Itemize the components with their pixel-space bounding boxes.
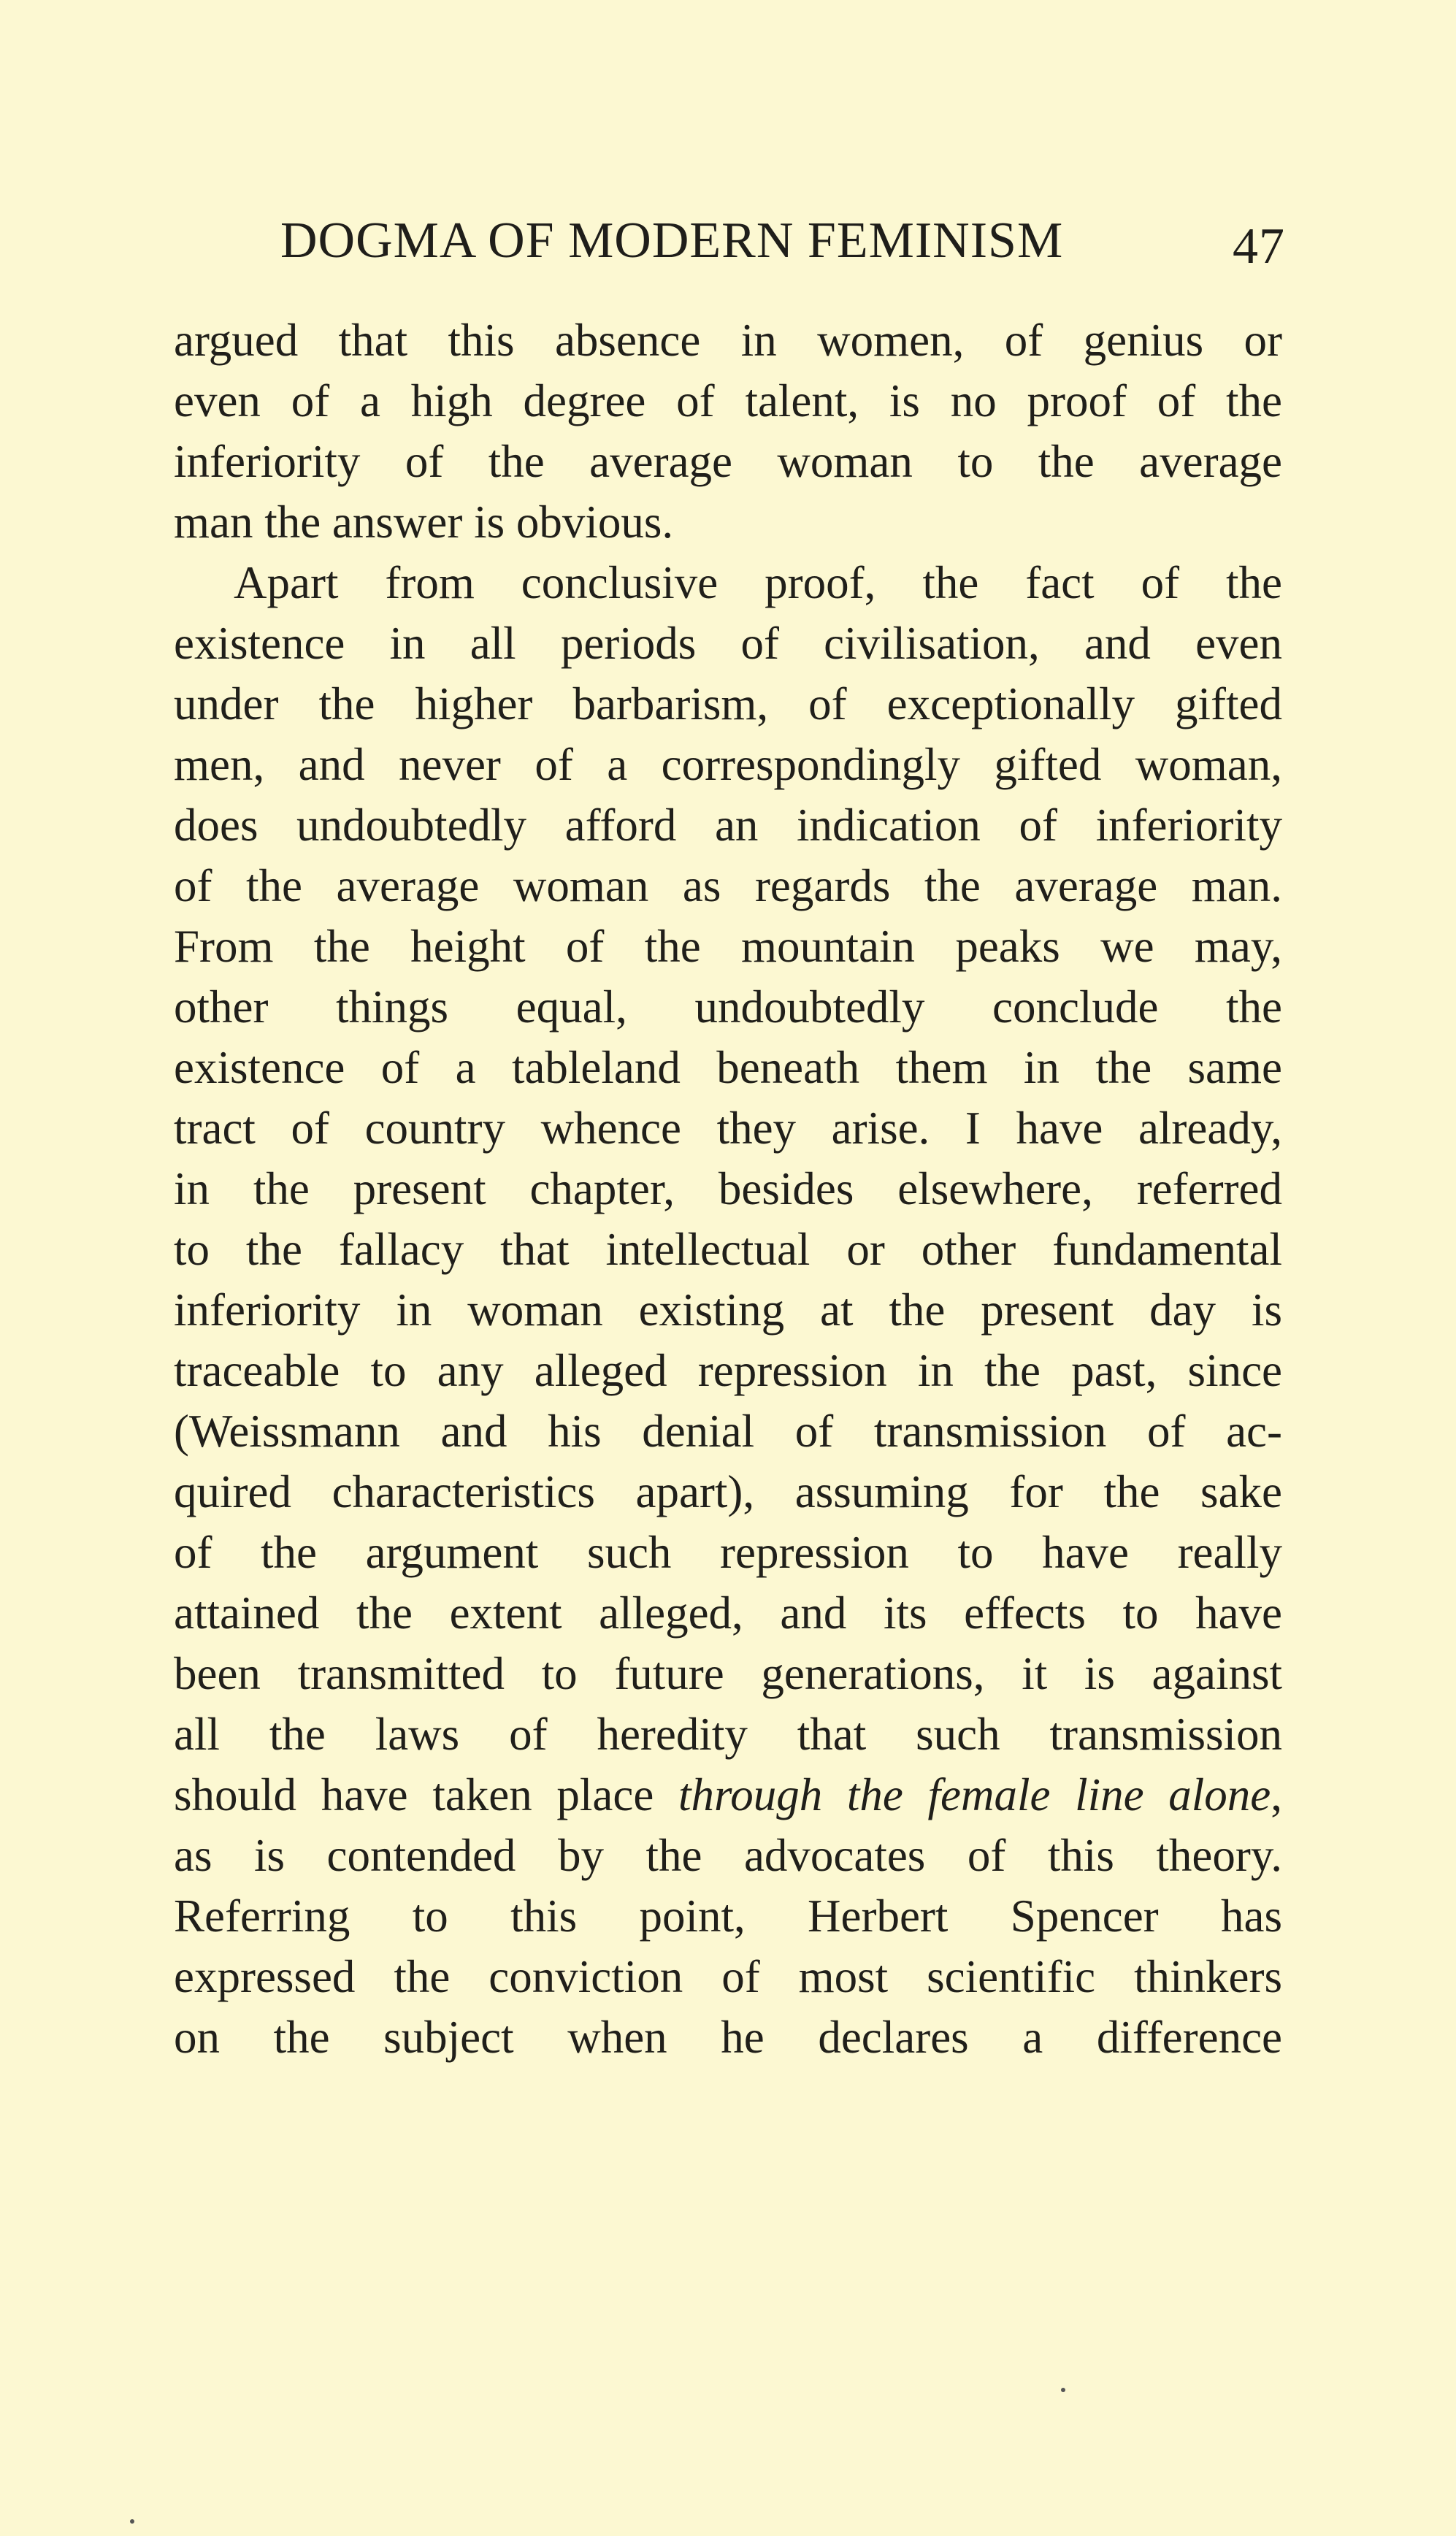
text-line	[174, 432, 1282, 492]
text-line-content: all the laws of heredity that such transmission	[174, 1709, 1282, 1760]
text-line	[174, 310, 1282, 371]
text-line	[174, 1583, 1282, 1644]
text-line	[174, 2007, 1282, 2068]
text-line-content: of the argument such repression to have really	[174, 1527, 1282, 1578]
text-line	[174, 1038, 1282, 1098]
text-line-content: inferiority in woman existing at the present day is	[174, 1284, 1282, 1336]
text-line	[174, 371, 1282, 432]
text-line	[174, 1765, 1282, 1826]
text-line	[174, 916, 1282, 977]
text-line-content: inferiority of the average woman to the average	[174, 436, 1282, 487]
text-line-content: does undoubtedly afford an indication of inferiority	[174, 800, 1282, 851]
text-line	[174, 977, 1282, 1038]
text-line	[174, 1947, 1282, 2007]
text-line	[174, 1462, 1282, 1522]
text-line-content: in the present chapter, besides elsewhere, referred	[174, 1163, 1282, 1214]
text-line	[174, 613, 1282, 674]
text-line-content: of the average woman as regards the average man.	[174, 860, 1282, 911]
text-line	[174, 735, 1282, 795]
text-line-content: existence of a tableland beneath them in the same	[174, 1042, 1282, 1093]
text-line-content: argued that this absence in women, of genius or	[174, 315, 1282, 366]
page-header	[280, 212, 1285, 292]
running-title: DOGMA OF MODERN FEMINISM	[280, 212, 1064, 269]
text-line	[174, 492, 1282, 553]
text-line	[174, 1886, 1282, 1947]
text-line-content: attained the extent alleged, and its effects to have	[174, 1587, 1282, 1639]
text-line-content: (Weissmann and his denial of transmission of ac-	[174, 1406, 1282, 1457]
text-line-content: under the higher barbarism, of exceptionally gifted	[174, 678, 1282, 729]
paper-speck	[1061, 2388, 1065, 2392]
text-line-content: expressed the conviction of most scientific thinkers	[174, 1951, 1282, 2002]
page-number: 47	[1233, 218, 1285, 275]
text-line	[174, 1159, 1282, 1219]
text-line-content: as is contended by the advocates of this theory.	[174, 1830, 1282, 1881]
text-line-content: tract of country whence they arise. I have already,	[174, 1103, 1282, 1154]
text-line	[174, 795, 1282, 856]
text-line-content: existence in all periods of civilisation, and even	[174, 618, 1282, 669]
text-line-content: Apart from conclusive proof, the fact of the	[234, 557, 1282, 608]
text-line	[174, 553, 1282, 613]
text-line	[174, 674, 1282, 735]
text-line	[174, 1098, 1282, 1159]
text-line	[174, 1704, 1282, 1765]
trailing-punctuation: ,	[1271, 1769, 1283, 1820]
text-line-content: From the height of the mountain peaks we may,	[174, 921, 1282, 972]
text-line	[174, 1826, 1282, 1886]
text-line-content: Referring to this point, Herbert Spencer has	[174, 1890, 1282, 1942]
paper-speck	[130, 2519, 134, 2524]
text-line-content: on the subject when he declares a difference	[174, 2012, 1282, 2063]
text-line-content: man the answer is obvious.	[174, 497, 674, 548]
text-line	[174, 1401, 1282, 1462]
text-line	[174, 1280, 1282, 1341]
text-line	[174, 1522, 1282, 1583]
text-line	[174, 1341, 1282, 1401]
italic-phrase: through the female line alone	[678, 1769, 1271, 1820]
body-text	[174, 310, 1282, 2068]
text-line-content: been transmitted to future generations, it is against	[174, 1648, 1282, 1699]
text-line-content: should have taken place	[174, 1769, 654, 1820]
text-line	[174, 1219, 1282, 1280]
text-line-content: traceable to any alleged repression in the past, since	[174, 1345, 1282, 1396]
text-line-content: even of a high degree of talent, is no proof of the	[174, 375, 1282, 426]
text-line-content: to the fallacy that intellectual or other fundamental	[174, 1224, 1282, 1275]
text-line-content: quired characteristics apart), assuming for the sake	[174, 1466, 1282, 1517]
text-line-content: other things equal, undoubtedly conclude the	[174, 981, 1282, 1033]
text-line	[174, 856, 1282, 916]
text-line	[174, 1644, 1282, 1704]
text-line-content: men, and never of a correspondingly gifted woman,	[174, 739, 1282, 790]
